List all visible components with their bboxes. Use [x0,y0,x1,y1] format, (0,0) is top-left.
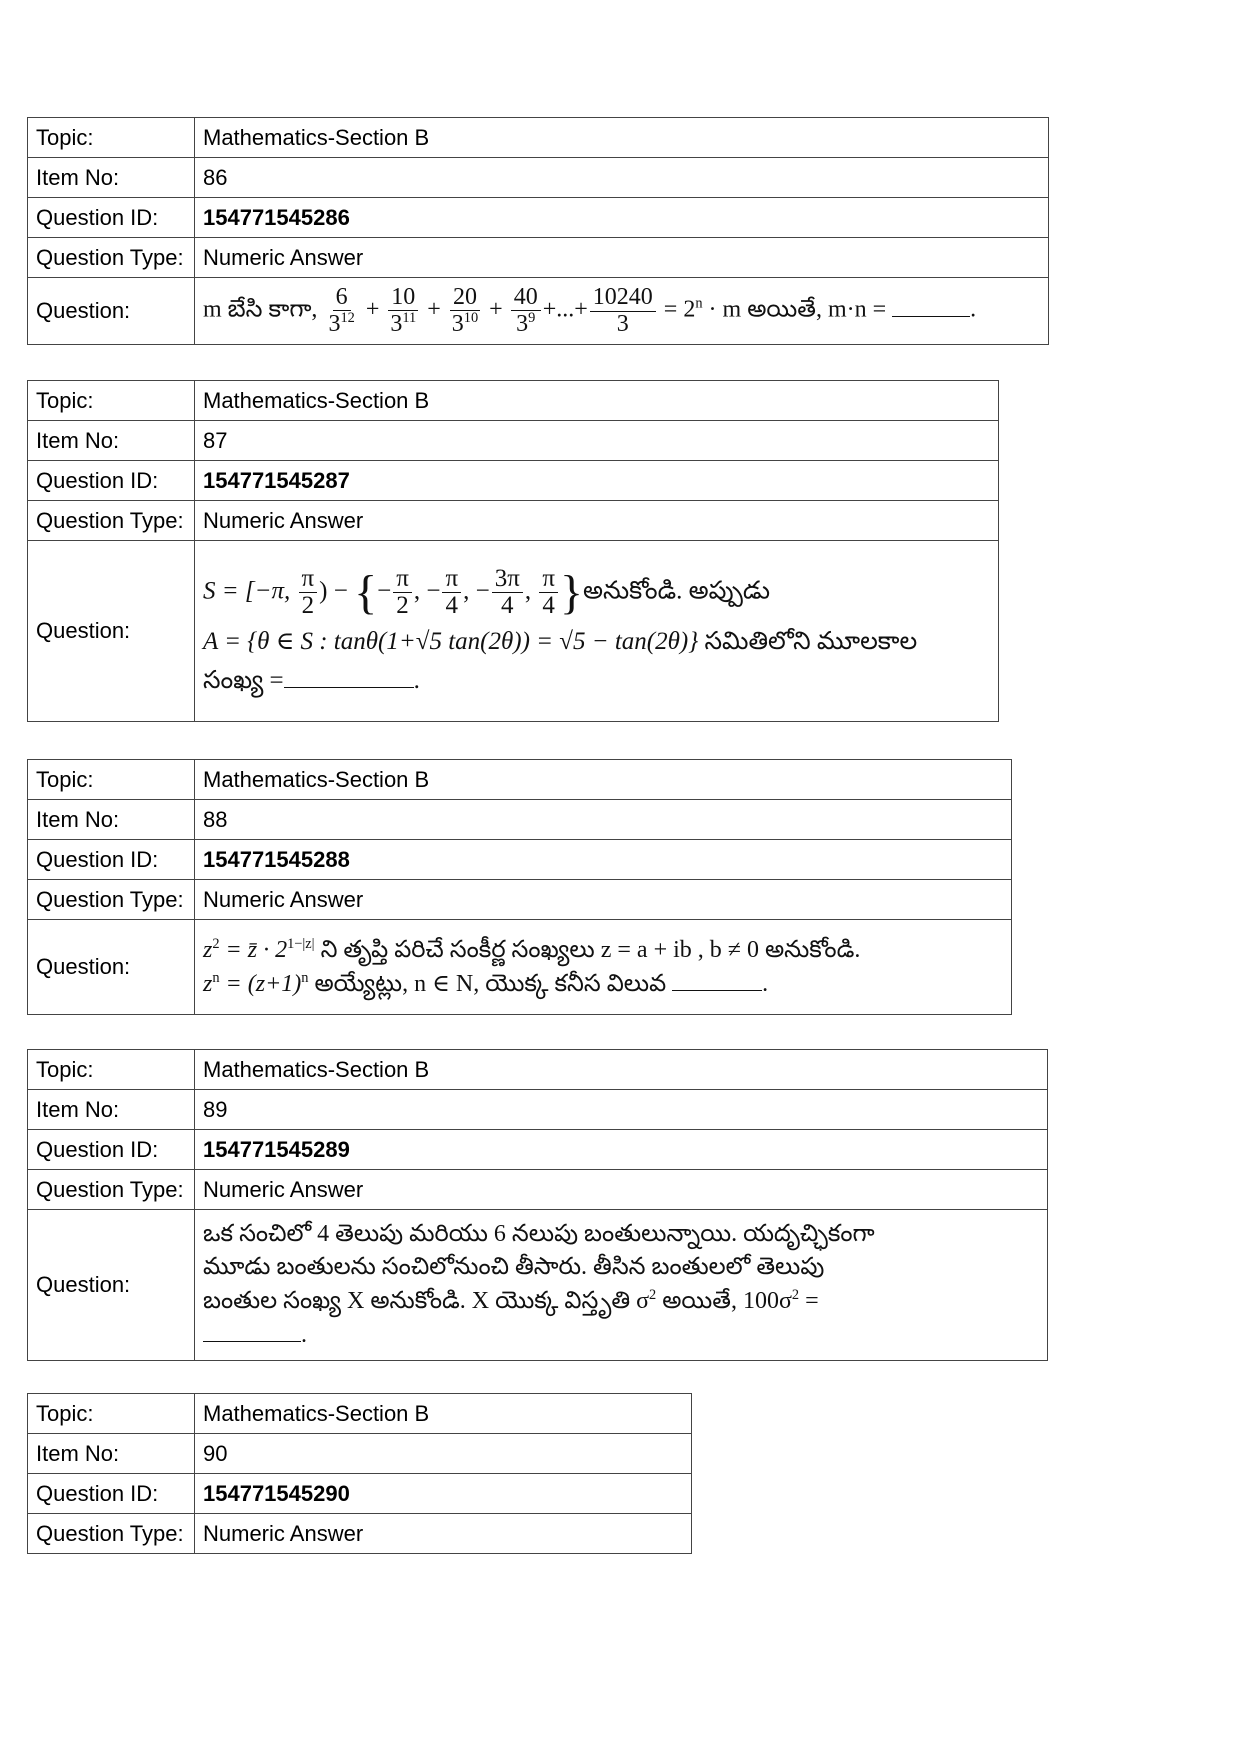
question-id-label: Question ID: [28,840,195,880]
item-no-value: 88 [195,800,1012,840]
topic-label: Topic: [28,1394,195,1434]
question-content [195,920,1012,1015]
topic-label: Topic: [28,760,195,800]
line-2: మూడు బంతులను సంచిలోనుంచి తీసారు. తీసిన బంతులలో తెలుపు [203,1254,825,1281]
item-no-value: 87 [195,421,999,461]
question-type-label: Question Type: [28,1170,195,1210]
question-row [28,920,1012,1015]
set-s-line: S = [−π, $\frac{\pi}{2}$ ) − {− $\frac{\pi}{2}$ , − $\frac{\pi}{4}$ , − $\frac{3\pi}{4}$ , $\frac{\pi}{4}$ }అనుకోండి. అప్పుడు [203,565,771,620]
set-a-line: A = {θ ∈ S : tanθ(1+√5 tan(2θ)) = √5 − tan(2θ)} సమితిలోని మూలకాల [203,627,918,655]
topic-value: Mathematics-Section B [195,1394,692,1434]
fraction-5: $\frac{10240}{3}$ [590,285,656,336]
answer-blank [284,686,414,688]
fraction-1: $\frac{6}{3^{12}}$ [328,283,355,337]
question-content [195,1210,1048,1361]
item-no-value: 89 [195,1090,1048,1130]
item-no-label: Item No: [28,800,195,840]
item-no-value: 90 [195,1434,692,1474]
question-type-row [28,501,999,541]
question-table-86 [27,117,1049,345]
question-table-90 [27,1393,692,1554]
question-id-label: Question ID: [28,198,195,238]
question-id-row [28,1130,1048,1170]
ask-line: $z^n = (z+1)^n$ అయ్యేట్లు, n ∈ N, యొక్క కనీస విలువ . [203,970,769,997]
question-label: Question: [28,1210,195,1361]
item-no-row [28,421,999,461]
question-label: Question: [28,920,195,1015]
topic-label: Topic: [28,381,195,421]
topic-row [28,1050,1048,1090]
question-type-value: Numeric Answer [195,1170,1048,1210]
question-id-row [28,461,999,501]
fraction-3: $\frac{20}{3^{10}}$ [451,283,479,337]
question-id-row [28,198,1049,238]
item-no-row [28,800,1012,840]
topic-value: Mathematics-Section B [195,760,1012,800]
question-id-row [28,1474,692,1514]
anukondi-text: అనుకోండి. అప్పుడు [582,577,771,605]
question-type-row [28,880,1012,920]
line-3: బంతుల సంఖ్య X అనుకోండి. X యొక్క విస్తృతి $\sigma^2$ అయితే, $100\sigma^2$ = [203,1287,819,1314]
answer-blank [203,1340,301,1342]
q-ellipsis: +...+ [542,296,588,323]
q-rhs-m: · m [708,296,742,323]
question-content: m బేసి కాగా, $\frac{6}{3^{12}}$ + $\frac{10}{3^{11}}$ + $\frac{20}{3^{10}}$ + $\frac{40}{3^9}$ +...+ $\frac{10240}{3}$ = $2^n \cdot m$ అయితే, m·n = . [195,278,1049,345]
q-prefix: m బేసి కాగా, [203,296,318,323]
item-no-label: Item No: [28,1090,195,1130]
question-table-87 [27,380,999,722]
question-id-value: 154771545288 [195,840,1012,880]
item-no-label: Item No: [28,158,195,198]
question-type-value: Numeric Answer [195,1514,692,1554]
item-no-row [28,158,1049,198]
question-id-value: 154771545287 [195,461,999,501]
question-id-label: Question ID: [28,1130,195,1170]
question-type-label: Question Type: [28,1514,195,1554]
question-type-label: Question Type: [28,501,195,541]
topic-row [28,118,1049,158]
question-label: Question: [28,278,195,345]
line-1: ఒక సంచిలో 4 తెలుపు మరియు 6 నలుపు బంతులున్నాయి. యదృచ్ఛికంగా [203,1220,875,1247]
question-id-row [28,840,1012,880]
fraction-4: $\frac{40}{3^9}$ [511,285,541,337]
question-type-row [28,238,1049,278]
topic-label: Topic: [28,1050,195,1090]
item-no-label: Item No: [28,421,195,461]
question-type-value: Numeric Answer [195,501,999,541]
question-type-row [28,1170,1048,1210]
answer-blank [672,989,762,991]
question-table-88 [27,759,1012,1015]
topic-row [28,381,999,421]
question-row [28,541,999,722]
line-4: . [203,1319,1039,1353]
item-no-label: Item No: [28,1434,195,1474]
count-line: సంఖ్య = . [203,666,420,694]
topic-row [28,1394,692,1434]
q-suffix: అయితే, [747,296,822,323]
topic-value: Mathematics-Section B [195,118,1049,158]
question-id-label: Question ID: [28,461,195,501]
topic-row [28,760,1012,800]
question-type-value: Numeric Answer [195,880,1012,920]
answer-blank [892,315,970,317]
question-type-value: Numeric Answer [195,238,1049,278]
q-rhs-exp: n [695,295,703,312]
question-table-89 [27,1049,1048,1361]
topic-value: Mathematics-Section B [195,381,999,421]
question-row [28,278,1049,345]
question-id-value: 154771545289 [195,1130,1048,1170]
question-row [28,1210,1048,1361]
question-type-row [28,1514,692,1554]
q-rhs: = 2 [663,296,696,323]
item-no-row [28,1090,1048,1130]
fraction-2: $\frac{10}{3^{11}}$ [387,285,419,337]
topic-value: Mathematics-Section B [195,1050,1048,1090]
topic-label: Topic: [28,118,195,158]
question-label: Question: [28,541,195,722]
item-no-row [28,1434,692,1474]
item-no-value: 86 [195,158,1049,198]
question-content [195,541,999,722]
question-type-label: Question Type: [28,238,195,278]
question-id-value: 154771545290 [195,1474,692,1514]
question-id-label: Question ID: [28,1474,195,1514]
q-ask: m·n = [827,296,887,323]
question-type-label: Question Type: [28,880,195,920]
condition-line: $z^2$ = z̄ · $2^{1-|z|}$ ని తృప్తి పరిచే సంకీర్ణ సంఖ్యలు z = a + ib , b ≠ 0 అనుకోండి. [203,936,861,963]
question-id-value: 154771545286 [195,198,1049,238]
